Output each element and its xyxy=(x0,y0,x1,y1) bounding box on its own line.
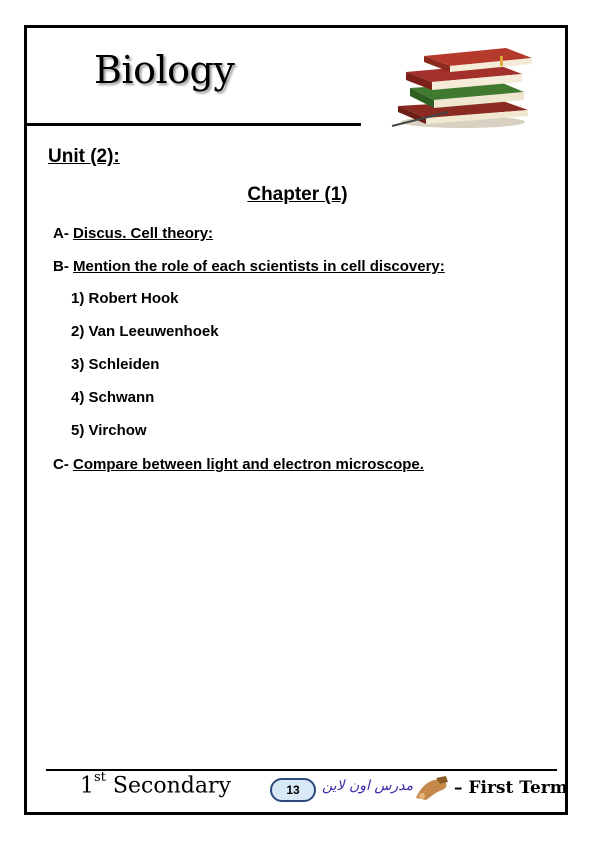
books-stack-icon xyxy=(388,40,538,130)
header-divider xyxy=(27,123,361,126)
hand-logo-icon xyxy=(412,774,452,804)
scientist-item: 5) Virchow xyxy=(71,422,147,439)
question-letter: C- xyxy=(53,456,69,473)
question-a xyxy=(53,225,213,242)
logo-wordmark: مدرس اون لاين xyxy=(322,778,414,794)
question-text: Discus. Cell theory: xyxy=(73,225,214,242)
question-text: Mention the role of each scientists in cell discovery: xyxy=(73,258,445,275)
scientist-item: 1) Robert Hook xyxy=(71,290,179,307)
chapter-heading xyxy=(0,184,595,206)
grade-suffix: st xyxy=(94,770,106,785)
question-text: Compare between light and electron microscope. xyxy=(73,456,424,473)
chapter-heading-text: Chapter (1) xyxy=(247,184,348,205)
page-title: Biology xyxy=(94,48,235,92)
grade-label xyxy=(80,770,231,799)
page-border xyxy=(24,25,568,815)
question-letter: B- xyxy=(53,258,69,275)
scientist-item: 4) Schwann xyxy=(71,389,155,406)
page-number: 13 xyxy=(270,778,316,802)
term-label: – First Term xyxy=(454,778,568,798)
question-c xyxy=(53,456,424,473)
footer-divider xyxy=(46,769,557,771)
scientist-item: 3) Schleiden xyxy=(71,356,160,373)
scientist-item: 2) Van Leeuwenhoek xyxy=(71,323,219,340)
question-letter: A- xyxy=(53,225,69,242)
grade-number: 1 xyxy=(80,773,94,799)
unit-heading: Unit (2): xyxy=(48,146,120,167)
question-b xyxy=(53,258,445,275)
grade-word: Secondary xyxy=(112,773,231,799)
